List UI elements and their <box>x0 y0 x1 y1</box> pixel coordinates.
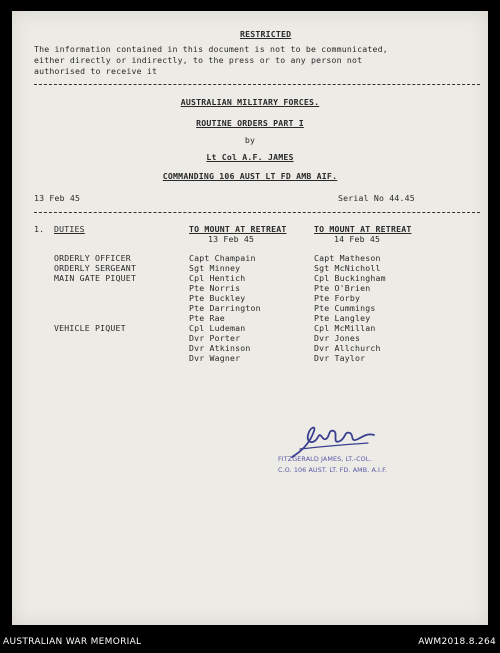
mount-14-feb: Pte Cummings <box>314 303 376 313</box>
footer-archive-name: AUSTRALIAN WAR MEMORIAL <box>3 637 142 647</box>
col2-heading: TO MOUNT AT RETREAT <box>314 224 412 234</box>
mount-13-feb: Pte Darrington <box>189 303 261 313</box>
mount-13-feb: Dvr Wagner <box>189 353 241 363</box>
stamp-line-1: FITZGERALD JAMES, LT.-COL. <box>278 455 372 463</box>
warning-line-1: The information contained in this document is not to be communicated, <box>34 44 388 54</box>
title-line-2: ROUTINE ORDERS PART I <box>196 118 304 128</box>
mount-14-feb: Pte O'Brien <box>314 283 371 293</box>
section-heading: DUTIES <box>54 224 85 234</box>
col2-date: 14 Feb 45 <box>334 234 381 244</box>
duty-name: ORDERLY SERGEANT <box>54 263 137 273</box>
warning-line-3: authorised to receive it <box>34 66 158 76</box>
meta-rule <box>34 212 480 213</box>
mount-14-feb: Dvr Allchurch <box>314 343 381 353</box>
order-date: 13 Feb 45 <box>34 193 81 203</box>
serial-number: Serial No 44.45 <box>338 193 415 203</box>
mount-13-feb: Cpl Hentich <box>189 273 246 283</box>
duty-name: MAIN GATE PIQUET <box>54 273 137 283</box>
header-rule <box>34 84 480 85</box>
mount-14-feb: Dvr Taylor <box>314 353 366 363</box>
col1-date: 13 Feb 45 <box>208 234 255 244</box>
warning-line-2: either directly or indirectly, to the press or to any person not <box>34 55 363 65</box>
section-number: 1. <box>34 224 45 234</box>
mount-14-feb: Dvr Jones <box>314 333 361 343</box>
mount-13-feb: Pte Norris <box>189 283 241 293</box>
footer-accession-number: AWM2018.8.264 <box>418 637 496 647</box>
mount-14-feb: Cpl Buckingham <box>314 273 386 283</box>
mount-14-feb: Capt Matheson <box>314 253 381 263</box>
mount-13-feb: Sgt Minney <box>189 263 241 273</box>
mount-13-feb: Cpl Ludeman <box>189 323 246 333</box>
mount-13-feb: Dvr Porter <box>189 333 241 343</box>
mount-13-feb: Pte Buckley <box>189 293 246 303</box>
mount-13-feb: Dvr Atkinson <box>189 343 251 353</box>
title-line-1: AUSTRALIAN MILITARY FORCES. <box>180 97 320 107</box>
duty-name: ORDERLY OFFICER <box>54 253 131 263</box>
mount-14-feb: Sgt McNicholl <box>314 263 381 273</box>
col1-heading: TO MOUNT AT RETREAT <box>189 224 287 234</box>
title-line-5: COMMANDING 106 AUST LT FD AMB AIF. <box>162 171 338 181</box>
title-line-4: Lt Col A.F. JAMES <box>206 152 294 162</box>
classification-marking: RESTRICTED <box>240 29 292 39</box>
mount-13-feb: Pte Rae <box>189 313 225 323</box>
mount-14-feb: Pte Forby <box>314 293 361 303</box>
mount-13-feb: Capt Champain <box>189 253 256 263</box>
document-page <box>12 11 488 625</box>
mount-14-feb: Cpl McMillan <box>314 323 376 333</box>
stamp-line-2: C.O. 106 AUST. LT. FD. AMB. A.I.F. <box>278 466 388 474</box>
duty-name: VEHICLE PIQUET <box>54 323 126 333</box>
title-line-3: by <box>244 135 256 145</box>
mount-14-feb: Pte Langley <box>314 313 371 323</box>
